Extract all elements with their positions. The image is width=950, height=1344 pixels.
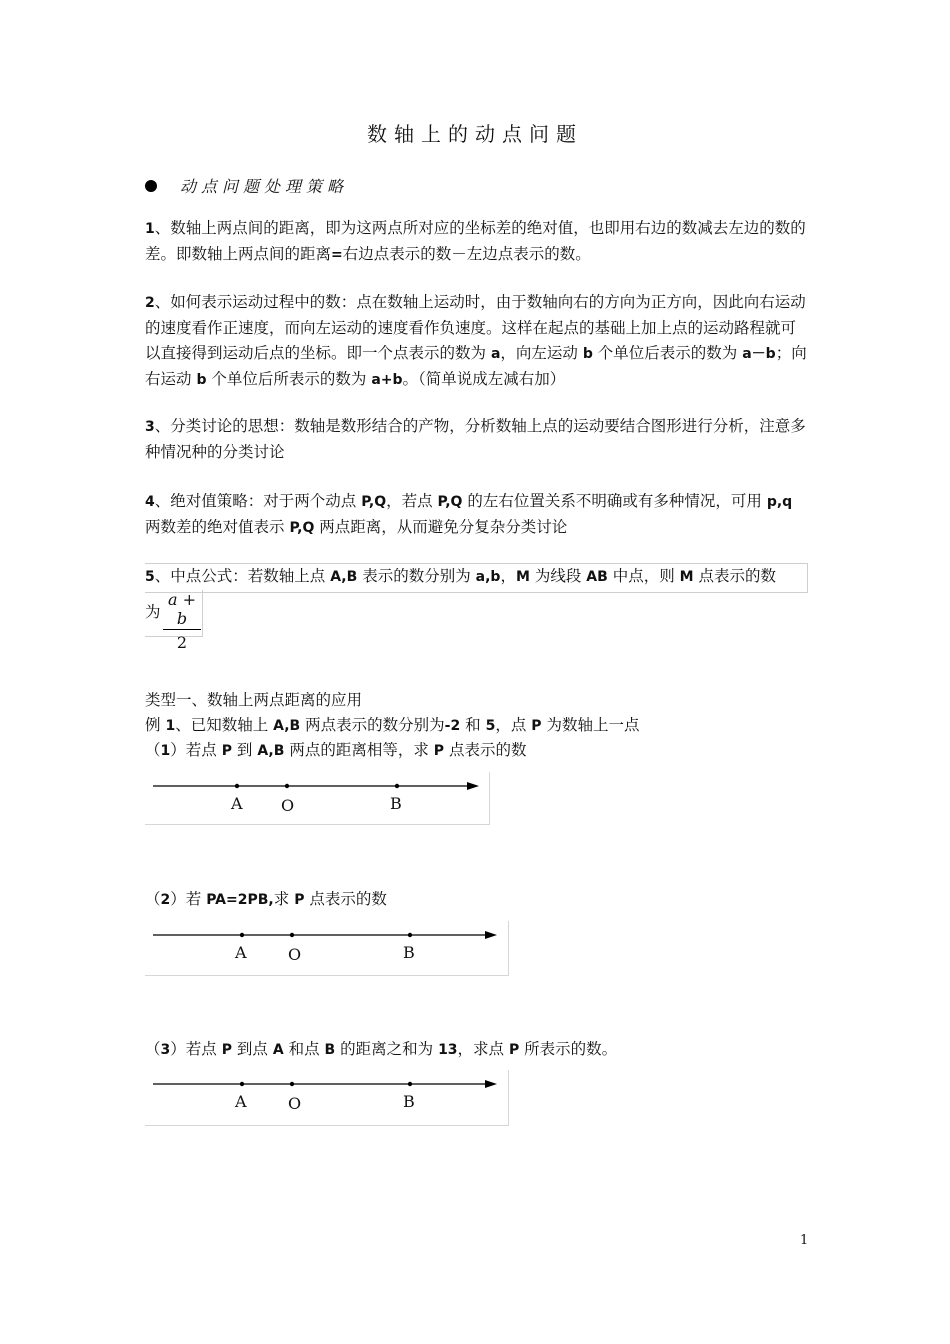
strategy-heading: 动点问题处理策略 — [180, 177, 349, 196]
point-p: P — [531, 718, 542, 734]
page-number: 1 — [800, 1233, 809, 1248]
point-a-dot — [240, 1082, 244, 1086]
value-b: 5 — [485, 718, 496, 734]
values-ab: a,b — [475, 569, 501, 585]
question-text: 的距离之和为 — [335, 1040, 439, 1058]
question-text: 点表示的数 — [444, 741, 527, 759]
rule-2-text: 。（简单说成左减右加） — [402, 370, 566, 388]
label-a: A — [231, 794, 243, 813]
expr-a-minus-b: a－b — [742, 346, 776, 362]
rule-5-text: 为线段 — [529, 567, 587, 585]
rule-2-text: 个单位后表示的数为 — [592, 344, 743, 362]
question-text: 点表示的数 — [304, 890, 387, 908]
midpoint-formula — [145, 590, 203, 652]
values-pq: p,q — [766, 494, 793, 510]
paren: （ — [145, 1040, 161, 1058]
rule-2-number: 2 — [145, 295, 155, 311]
var-b: b — [196, 372, 207, 388]
rule-3-number: 3 — [145, 419, 155, 435]
label-o: O — [288, 945, 302, 964]
point-b-dot — [408, 1082, 412, 1086]
condition: PA=2PB, — [206, 892, 274, 908]
segment-ab: AB — [586, 569, 608, 585]
rule-1-number: 1 — [145, 221, 155, 237]
points-ab: A,B — [257, 743, 285, 759]
type1-heading: 类型一、数轴上两点距离的应用 — [145, 691, 363, 709]
label-a: A — [235, 943, 247, 962]
rule-3 — [145, 414, 807, 465]
points-pq: P,Q — [289, 520, 315, 536]
question-text: ）若点 — [170, 741, 222, 759]
number-line-svg — [145, 1070, 508, 1125]
example-text: 两点表示的数分别为 — [300, 716, 445, 734]
example-text: ，点 — [495, 716, 532, 734]
number-line-svg — [145, 921, 508, 975]
rule-2-text: 个单位后所表示的数为 — [206, 370, 372, 388]
question-text: ）若 — [170, 890, 207, 908]
rule-4-number: 4 — [145, 494, 155, 510]
rule-4-text: 两点距离，从而避免分复杂分类讨论 — [314, 518, 568, 536]
rule-1 — [145, 216, 807, 268]
rule-2-text: 、如何表示运动过程中的数：点在数轴上运动时，由于数轴向右的方向为正方向，因此向右运动的速度看作正速度，而向左运动的速度看作负速度。这样在起点的基础上加上点的运动路程就可以直接得到运动后点的坐标。即一个点表示的数为 — [145, 293, 806, 362]
fraction-denominator: 2 — [176, 633, 188, 652]
example-text: 和 — [460, 716, 486, 734]
point-p: P — [221, 743, 232, 759]
rule-4-text: 的左右位置关系不明确或有多种情况，可用 — [462, 492, 767, 510]
expr-a-plus-b: a+b — [371, 372, 403, 388]
example-prefix: 例 — [145, 716, 166, 734]
rule-5-text: 中点，则 — [607, 567, 680, 585]
point-b-dot — [408, 933, 412, 937]
question-number: 2 — [160, 892, 171, 908]
question-text: ）若点 — [170, 1040, 222, 1058]
label-o: O — [288, 1094, 302, 1113]
rule-2-text: ，向左运动 — [500, 344, 583, 362]
var-a: a — [490, 346, 501, 362]
arrow-icon — [467, 782, 479, 790]
example-text: 、已知数轴上 — [175, 716, 274, 734]
label-o: O — [281, 796, 295, 815]
point-o-dot — [290, 933, 294, 937]
rule-1-equals: = — [331, 247, 343, 263]
question-1 — [145, 738, 526, 764]
fraction — [163, 590, 201, 652]
paren: （ — [145, 741, 161, 759]
rule-3-text: 、分类讨论的思想：数轴是数形结合的产物，分析数轴上点的运动要结合图形进行分析，注意多种情况种的分类讨论 — [145, 417, 806, 461]
question-text: 到点 — [231, 1040, 273, 1058]
point-p: P — [508, 1042, 520, 1058]
number-line-1 — [145, 772, 490, 825]
question-3 — [145, 1037, 617, 1063]
point-p: P — [433, 743, 445, 759]
point-a-dot — [240, 933, 244, 937]
fraction-numerator: a + b — [163, 590, 201, 630]
value-a: -2 — [444, 718, 461, 734]
rule-4 — [145, 489, 807, 541]
points-ab: A,B — [330, 569, 358, 585]
rule-5-text: 表示的数分别为 — [357, 567, 476, 585]
point-p: P — [221, 1042, 232, 1058]
label-b: B — [390, 794, 402, 813]
point-o-dot — [290, 1082, 294, 1086]
rule-4-text: ，若点 — [386, 492, 438, 510]
example-1 — [145, 713, 639, 739]
question-text: 求 — [273, 890, 295, 908]
question-text: 到 — [231, 741, 258, 759]
example-number: 1 — [165, 718, 176, 734]
number-line-3 — [145, 1070, 509, 1126]
paren: （ — [145, 890, 161, 908]
number-line-2 — [145, 921, 509, 976]
points-ab: A,B — [273, 718, 301, 734]
point-p: P — [294, 892, 305, 908]
point-m: M — [515, 569, 530, 585]
rule-5-text: ， — [500, 567, 516, 585]
rule-1-text2: 右边点表示的数－左边点表示的数。 — [342, 245, 591, 263]
rule-4-text: 两数差的绝对值表示 — [145, 518, 290, 536]
label-b: B — [403, 943, 415, 962]
number-line-svg — [145, 772, 489, 824]
question-2 — [145, 887, 387, 913]
arrow-icon — [485, 931, 497, 939]
point-b-dot — [395, 784, 399, 788]
distance-sum: 13 — [438, 1042, 458, 1058]
point-m: M — [679, 569, 694, 585]
point-a: A — [272, 1042, 284, 1058]
rule-2 — [145, 290, 807, 393]
rule-5-number: 5 — [145, 569, 155, 585]
question-text: ，求点 — [457, 1040, 509, 1058]
point-o-dot — [285, 784, 289, 788]
arrow-icon — [485, 1080, 497, 1088]
rule-4-text: 、绝对值策略：对于两个动点 — [154, 492, 362, 510]
rule-1-text: 、数轴上两点间的距离，即为这两点所对应的坐标差的绝对值，也即用右边的数减去左边的数的差。即数轴上两点间的距离 — [145, 219, 806, 263]
var-b: b — [582, 346, 593, 362]
question-number: 1 — [160, 743, 171, 759]
rule-5 — [145, 563, 808, 593]
rule-5-text: 、中点公式：若数轴上点 — [154, 567, 331, 585]
bullet-icon — [145, 180, 157, 192]
formula-prefix: 为 — [145, 603, 161, 621]
question-text: 所表示的数。 — [519, 1040, 618, 1058]
label-a: A — [235, 1092, 247, 1111]
point-a-dot — [235, 784, 239, 788]
points-pq: P,Q — [361, 494, 387, 510]
point-b: B — [324, 1042, 336, 1058]
question-text: 两点的距离相等，求 — [284, 741, 434, 759]
rule-2-text: ；向右运动 — [145, 344, 807, 388]
question-number: 3 — [160, 1042, 171, 1058]
label-b: B — [403, 1092, 415, 1111]
example-text: 为数轴上一点 — [541, 716, 640, 734]
question-text: 和点 — [283, 1040, 325, 1058]
page-title: 数轴上的动点问题 — [367, 122, 583, 146]
points-pq: P,Q — [437, 494, 463, 510]
rule-5-text: 点表示的数 — [693, 567, 776, 585]
